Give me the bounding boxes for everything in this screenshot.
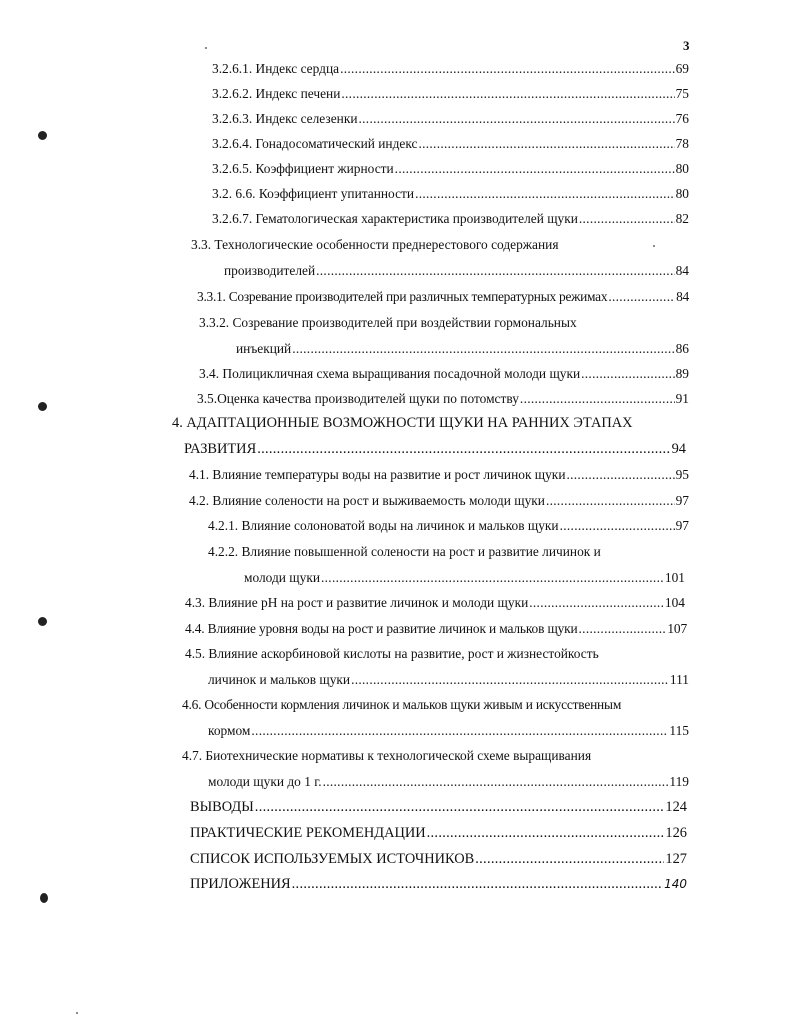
toc-leader-dots	[255, 798, 665, 816]
toc-leader-dots	[292, 340, 674, 358]
toc-entry-title: 4.3. Влияние рН на рост и развитие личинок и молоди щуки	[185, 595, 529, 610]
toc-leader-dots	[292, 875, 663, 893]
toc-entry-title: инъекций	[236, 341, 292, 356]
toc-entry	[224, 262, 689, 280]
toc-leader-dots	[579, 620, 667, 638]
toc-entry-title: 4.1. Влияние температуры воды на развитие и рост личинок щуки	[189, 467, 566, 482]
toc-entry	[190, 850, 687, 868]
toc-entry-title: 3.3.1. Созревание производителей при различных температурных режимах	[197, 289, 608, 304]
toc-leader-dots	[323, 773, 669, 791]
toc-entry-title: молоди щуки до 1 г.	[208, 774, 322, 789]
toc-entry	[189, 492, 689, 510]
toc-leader-dots	[546, 492, 675, 510]
binder-hole	[38, 402, 47, 411]
toc-entry-title: кормом	[208, 723, 251, 738]
toc-leader-dots	[560, 517, 675, 535]
toc-leader-dots	[581, 365, 674, 383]
toc-leader-dots	[395, 160, 675, 178]
toc-entry-title: 4.5. Влияние аскорбиновой кислоты на развитие, рост и жизнестойкость	[185, 646, 599, 661]
toc-entry-page: 75	[675, 86, 689, 101]
toc-leader-dots	[321, 569, 664, 587]
toc-leader-dots	[340, 60, 675, 78]
toc-entry-title: молоди щуки	[244, 570, 320, 585]
toc-entry-page: 89	[675, 366, 689, 381]
toc-entry-title: РАЗВИТИЯ	[184, 441, 257, 457]
toc-entry-title: СПИСОК ИСПОЛЬЗУЕМЫХ ИСТОЧНИКОВ	[190, 851, 475, 867]
toc-entry-page: 76	[675, 111, 689, 126]
toc-entry-title: ВЫВОДЫ	[190, 799, 254, 815]
toc-entry-page: 91	[675, 391, 689, 406]
toc-entry	[212, 85, 689, 103]
toc-leader-dots	[415, 185, 675, 203]
toc-entry	[197, 390, 689, 408]
toc-entry-page: 69	[675, 61, 689, 76]
toc-entry-page: 86	[675, 341, 689, 356]
page-number: 3	[683, 38, 690, 53]
toc-entry-title: 3.2.6.5. Коэффициент жирности	[212, 161, 394, 176]
toc-entry-title: 4.2. Влияние солености на рост и выживаемость молоди щуки	[189, 493, 545, 508]
toc-entry-page: 107	[667, 621, 687, 636]
binder-hole	[38, 131, 47, 140]
toc-entry	[212, 110, 689, 128]
toc-entry-title: 3.3. Технологические особенности преднерестового содержания	[191, 237, 559, 252]
toc-entry-title: 3.3.2. Созревание производителей при воздействии гормональных	[199, 315, 577, 330]
scan-speck	[205, 47, 207, 49]
toc-entry-title: производителей	[224, 263, 316, 278]
toc-leader-dots	[475, 850, 664, 868]
toc-entry	[208, 773, 689, 791]
toc-leader-dots	[608, 288, 675, 306]
toc-entry-page: 127	[665, 851, 687, 867]
toc-entry-title: 4.2.2. Влияние повышенной солености на рост и развитие личинок и	[208, 544, 601, 559]
toc-entry-page: 84	[676, 289, 689, 304]
toc-entry	[208, 722, 689, 740]
toc-leader-dots	[427, 824, 665, 842]
toc-entry	[212, 160, 689, 178]
toc-entry-title: 3.2.6.2. Индекс печени	[212, 86, 341, 101]
toc-entry-page: 97	[675, 493, 689, 508]
toc-entry-page: 82	[675, 211, 689, 226]
toc-entry	[212, 135, 689, 153]
toc-entry	[189, 466, 689, 484]
scan-speck	[653, 245, 655, 247]
toc-entry-page: 124	[665, 799, 687, 815]
toc-entry-page: 126	[665, 825, 687, 841]
toc-entry	[185, 620, 687, 638]
toc-entry	[190, 798, 687, 816]
toc-entry-page: 97	[675, 518, 689, 533]
toc-leader-dots	[529, 594, 664, 612]
toc-entry-page: 84	[675, 263, 689, 278]
toc-entry	[199, 365, 689, 383]
toc-entry	[244, 569, 685, 587]
chapter-heading: 4. АДАПТАЦИОННЫЕ ВОЗМОЖНОСТИ ЩУКИ НА РАННИХ ЭТАПАХ	[172, 415, 633, 431]
toc-entry-page: 80	[675, 186, 689, 201]
toc-entry-title: 4.7. Биотехнические нормативы к технологической схеме выращивания	[182, 748, 592, 763]
toc-entry-title: 4.4. Влияние уровня воды на рост и развитие личинок и мальков щуки	[185, 621, 578, 636]
toc-entry-title: 4.6. Особенности кормления личинок и мальков щуки живым и искусственным	[182, 697, 622, 712]
toc-leader-dots	[566, 466, 674, 484]
toc-entry-title: 3.5.Оценка качества производителей щуки по потомству	[197, 391, 519, 406]
toc-leader-dots	[316, 262, 674, 280]
toc-entry-title: личинок и мальков щуки	[208, 672, 351, 687]
toc-entry	[212, 210, 689, 228]
toc-entry-title: 3.2. 6.6. Коэффициент упитанности	[212, 186, 415, 201]
toc-entry-page: 111	[669, 672, 689, 687]
binder-hole	[40, 893, 48, 903]
toc-entry-page: 140	[664, 877, 687, 891]
toc-entry-page: 80	[675, 161, 689, 176]
toc-entry-title: ПРИЛОЖЕНИЯ	[190, 876, 291, 892]
toc-entry	[190, 824, 687, 842]
binder-hole	[38, 617, 47, 626]
toc-entry	[236, 340, 689, 358]
toc-entry-title: 3.4. Полицикличная схема выращивания посадочной молоди щуки	[199, 366, 581, 381]
toc-leader-dots	[257, 440, 670, 458]
toc-entry	[197, 288, 689, 306]
toc-leader-dots	[418, 135, 674, 153]
toc-entry-page: 78	[675, 136, 689, 151]
toc-entry-title: 3.2.6.4. Гонадосоматический индекс	[212, 136, 418, 151]
toc-entry	[184, 440, 686, 458]
toc-entry-page: 104	[664, 595, 685, 610]
toc-entry-title: 4.2.1. Влияние солоноватой воды на личинок и мальков щуки	[208, 518, 559, 533]
toc-entry	[212, 185, 689, 203]
toc-entry-page: 95	[675, 467, 689, 482]
toc-leader-dots	[579, 210, 675, 228]
toc-entry-title: 3.2.6.7. Гематологическая характеристика производителей щуки	[212, 211, 578, 226]
toc-entry-page: 101	[664, 570, 685, 585]
toc-entry-page: 115	[669, 723, 689, 738]
toc-entry-title: 3.2.6.3. Индекс селезенки	[212, 111, 358, 126]
toc-entry	[208, 671, 689, 689]
toc-entry-title: 3.2.6.1. Индекс сердца	[212, 61, 340, 76]
toc-entry	[185, 594, 685, 612]
scan-speck	[76, 1012, 78, 1014]
toc-entry-page: 119	[669, 774, 689, 789]
toc-entry	[190, 875, 687, 893]
toc-entry	[212, 60, 689, 78]
toc-leader-dots	[359, 110, 675, 128]
toc-entry	[208, 517, 689, 535]
toc-entry-title: ПРАКТИЧЕСКИЕ РЕКОМЕНДАЦИИ	[190, 825, 426, 841]
toc-leader-dots	[251, 722, 668, 740]
toc-leader-dots	[341, 85, 674, 103]
toc-leader-dots	[351, 671, 669, 689]
toc-leader-dots	[520, 390, 675, 408]
toc-entry-page: 94	[671, 441, 686, 457]
